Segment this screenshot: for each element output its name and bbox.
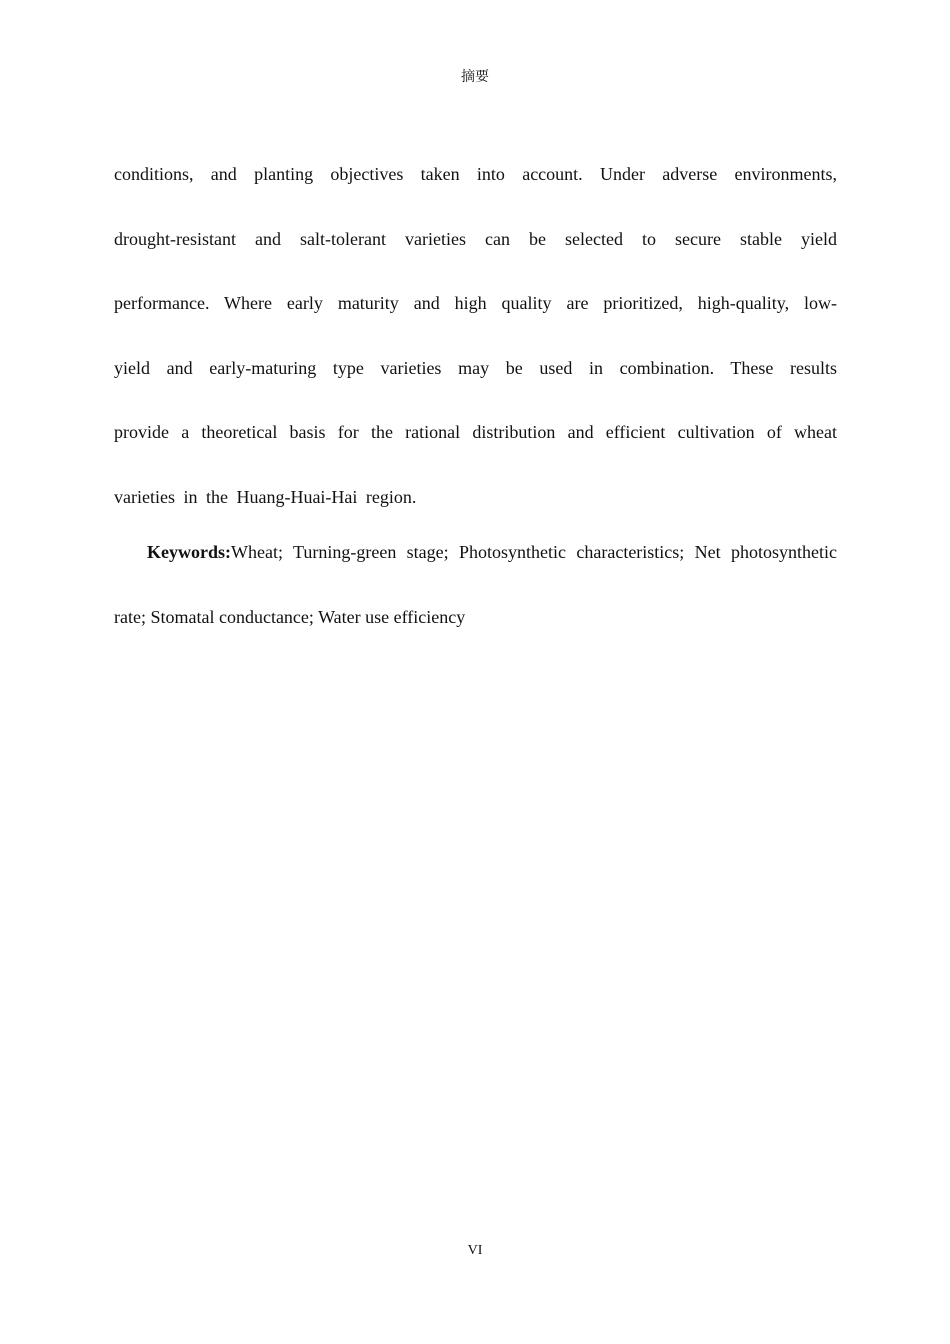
keywords-text-1: Wheat; Turning-green stage; Photosynthetic characteristics; Net photosynthetic bbox=[231, 542, 837, 562]
keywords-label: Keywords: bbox=[147, 542, 231, 562]
abstract-line-3: performance. Where early maturity and high quality are prioritized, high-quality, low- bbox=[114, 293, 837, 314]
keywords-line-1 bbox=[114, 520, 837, 585]
page-header bbox=[0, 68, 950, 88]
running-title: 摘要 bbox=[461, 70, 489, 85]
abstract-line-5: provide a theoretical basis for the rational distribution and efficient cultivation of wheat bbox=[114, 422, 837, 443]
abstract-line-6: varieties in the Huang-Huai-Hai region. bbox=[114, 486, 417, 507]
abstract-line-4: yield and early-maturing type varieties may be used in combination. These results bbox=[114, 357, 837, 378]
abstract-line-1: conditions, and planting objectives taken into account. Under adverse environments, bbox=[114, 164, 837, 184]
abstract-body bbox=[114, 142, 837, 530]
keywords-line-2: rate; Stomatal conductance; Water use efficiency bbox=[114, 607, 466, 627]
abstract-line-2: drought-resistant and salt-tolerant varieties can be selected to secure stable yield bbox=[114, 228, 837, 249]
page-number: VI bbox=[467, 1243, 483, 1258]
keywords-section bbox=[114, 520, 837, 650]
